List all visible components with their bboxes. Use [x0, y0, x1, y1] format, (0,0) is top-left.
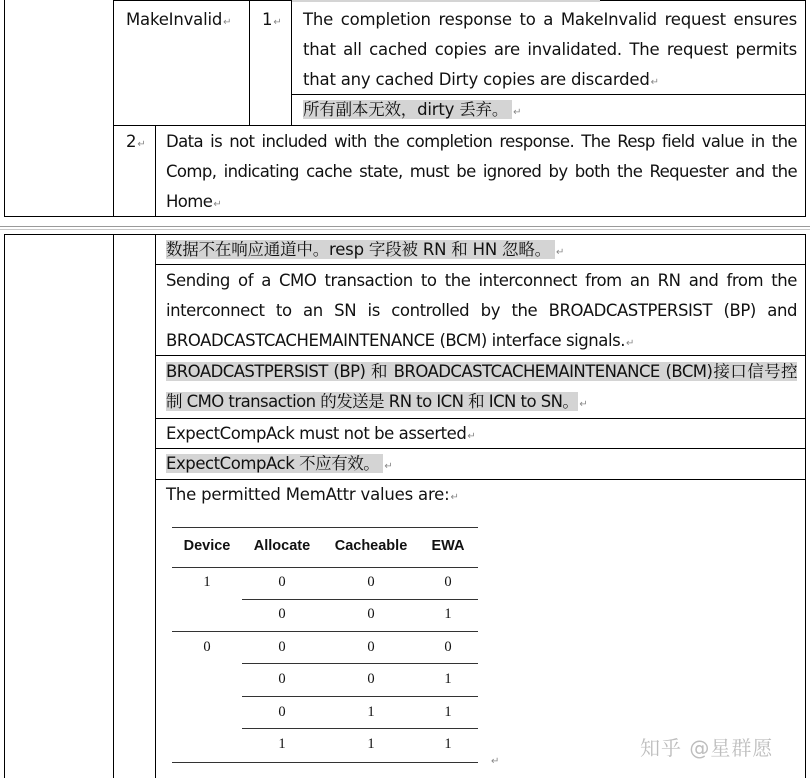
- col-border-num2: [155, 125, 156, 217]
- paragraph-mark-icon: ↵: [137, 139, 146, 150]
- translation-text: 所有副本无效，dirty 丢弃。: [303, 100, 512, 119]
- row-number-cell: [262, 5, 282, 38]
- paragraph-mark-icon: ↵: [450, 492, 459, 503]
- paragraph-mark-icon: ↵: [384, 461, 393, 472]
- paragraph-mark-icon: ↵: [555, 247, 565, 258]
- description-cell: [166, 480, 459, 513]
- description-text: The completion response to a MakeInvalid request ensures that all cached copies are invalidated. The request permits that any cached Dirty copies are discarded: [303, 10, 797, 89]
- opcode-cell: [126, 5, 231, 38]
- cell-allocate: 0: [278, 574, 286, 590]
- header-allocate: Allocate: [253, 538, 311, 554]
- cell-cacheable: 1: [367, 736, 375, 752]
- paragraph-mark-icon: ↵: [213, 199, 222, 210]
- description-text: Data is not included with the completion response. The Resp field value in the Comp, indicating cache state, must be ignored by both the Requester and the Home: [166, 132, 797, 211]
- prev-highlight-remnant: [291, 0, 600, 2]
- cell-cacheable: 0: [367, 574, 375, 590]
- cell-ewa: 0: [444, 574, 452, 590]
- cell-allocate: 0: [278, 704, 286, 720]
- header-ewa: EWA: [431, 538, 465, 554]
- col-border-1: [113, 0, 114, 217]
- cell-cacheable: 0: [367, 606, 375, 622]
- paragraph-mark-icon: ↵: [467, 431, 476, 442]
- header-device: Device: [183, 538, 231, 554]
- opcode-label: MakeInvalid: [126, 10, 223, 29]
- translation-text: ExpectCompAck 不应有效。: [166, 454, 383, 473]
- col-border-3: [291, 0, 292, 125]
- col-border-left: [4, 0, 5, 217]
- cell-allocate: 0: [278, 606, 286, 622]
- cell-ewa: 1: [444, 736, 452, 752]
- translation-cell: [303, 95, 521, 125]
- table-rule: [242, 663, 478, 664]
- cell-ewa: 1: [444, 671, 452, 687]
- col-border-2: [249, 0, 250, 125]
- table-rule: [242, 728, 478, 729]
- table-rule: [242, 696, 478, 697]
- header-cacheable: Cacheable: [334, 538, 408, 554]
- row-border: [113, 125, 806, 126]
- col-border-2: [155, 234, 156, 778]
- translation-cell: [166, 235, 564, 268]
- watermark: 知乎 @星群愿: [640, 736, 774, 760]
- table-rule-bottom: [172, 762, 478, 763]
- cell-allocate: 0: [278, 671, 286, 687]
- page-break-line: [0, 229, 810, 230]
- description-cell: [166, 127, 797, 220]
- row-number: 1: [262, 10, 273, 29]
- paragraph-mark-icon: ↵: [626, 338, 634, 349]
- table-rule-header: [172, 567, 478, 568]
- description-cell: [166, 266, 797, 359]
- paragraph-mark-icon: ↵: [491, 756, 500, 767]
- cell-cacheable: 0: [367, 671, 375, 687]
- table-rule-group: [172, 631, 478, 632]
- translation-text: 数据不在响应通道中。resp 字段被 RN 和 HN 忽略。: [166, 240, 555, 259]
- translation-text: BROADCASTPERSIST (BP) 和 BROADCASTCACHEMAINTENANCE (BCM)接口信号控制 CMO transaction 的发送是 RN to ICN 和 ICN to SN。: [166, 362, 797, 411]
- row-number: 2: [126, 132, 137, 151]
- description-text: Sending of a CMO transaction to the interconnect from an RN and from the interconnect to an SN is controlled by the BROADCASTPERSIST (BP) and BROADCASTCACHEMAINTENANCE (BCM) interface signals.: [166, 271, 797, 350]
- page-break-line: [0, 226, 810, 227]
- cell-cacheable: 0: [367, 639, 375, 655]
- cell-allocate: 1: [278, 736, 286, 752]
- cell-device: 0: [203, 639, 211, 655]
- paragraph-mark-icon: ↵: [513, 107, 522, 118]
- paragraph-mark-icon: ↵: [650, 77, 659, 88]
- description-cell: [166, 419, 475, 452]
- cell-cacheable: 1: [367, 704, 375, 720]
- description-text: The permitted MemAttr values are:: [166, 485, 450, 504]
- col-border-left: [4, 234, 5, 778]
- paragraph-mark-icon: ↵: [223, 17, 232, 28]
- translation-cell: [166, 449, 392, 482]
- col-border-right: [805, 234, 806, 778]
- cell-device: 1: [203, 574, 211, 590]
- description-text: ExpectCompAck must not be asserted: [166, 424, 467, 443]
- cell-ewa: 1: [444, 704, 452, 720]
- table-rule-top: [172, 527, 478, 528]
- paragraph-mark-icon: ↵: [579, 399, 588, 410]
- col-border-1: [113, 234, 114, 778]
- description-cell: [303, 5, 797, 98]
- cell-ewa: 0: [444, 639, 452, 655]
- col-border-right: [805, 0, 806, 217]
- table-rule: [242, 599, 478, 600]
- paragraph-mark-icon: ↵: [273, 17, 282, 28]
- cell-ewa: 1: [444, 606, 452, 622]
- row-number-cell: [126, 127, 146, 160]
- translation-cell: [166, 357, 797, 420]
- cell-allocate: 0: [278, 639, 286, 655]
